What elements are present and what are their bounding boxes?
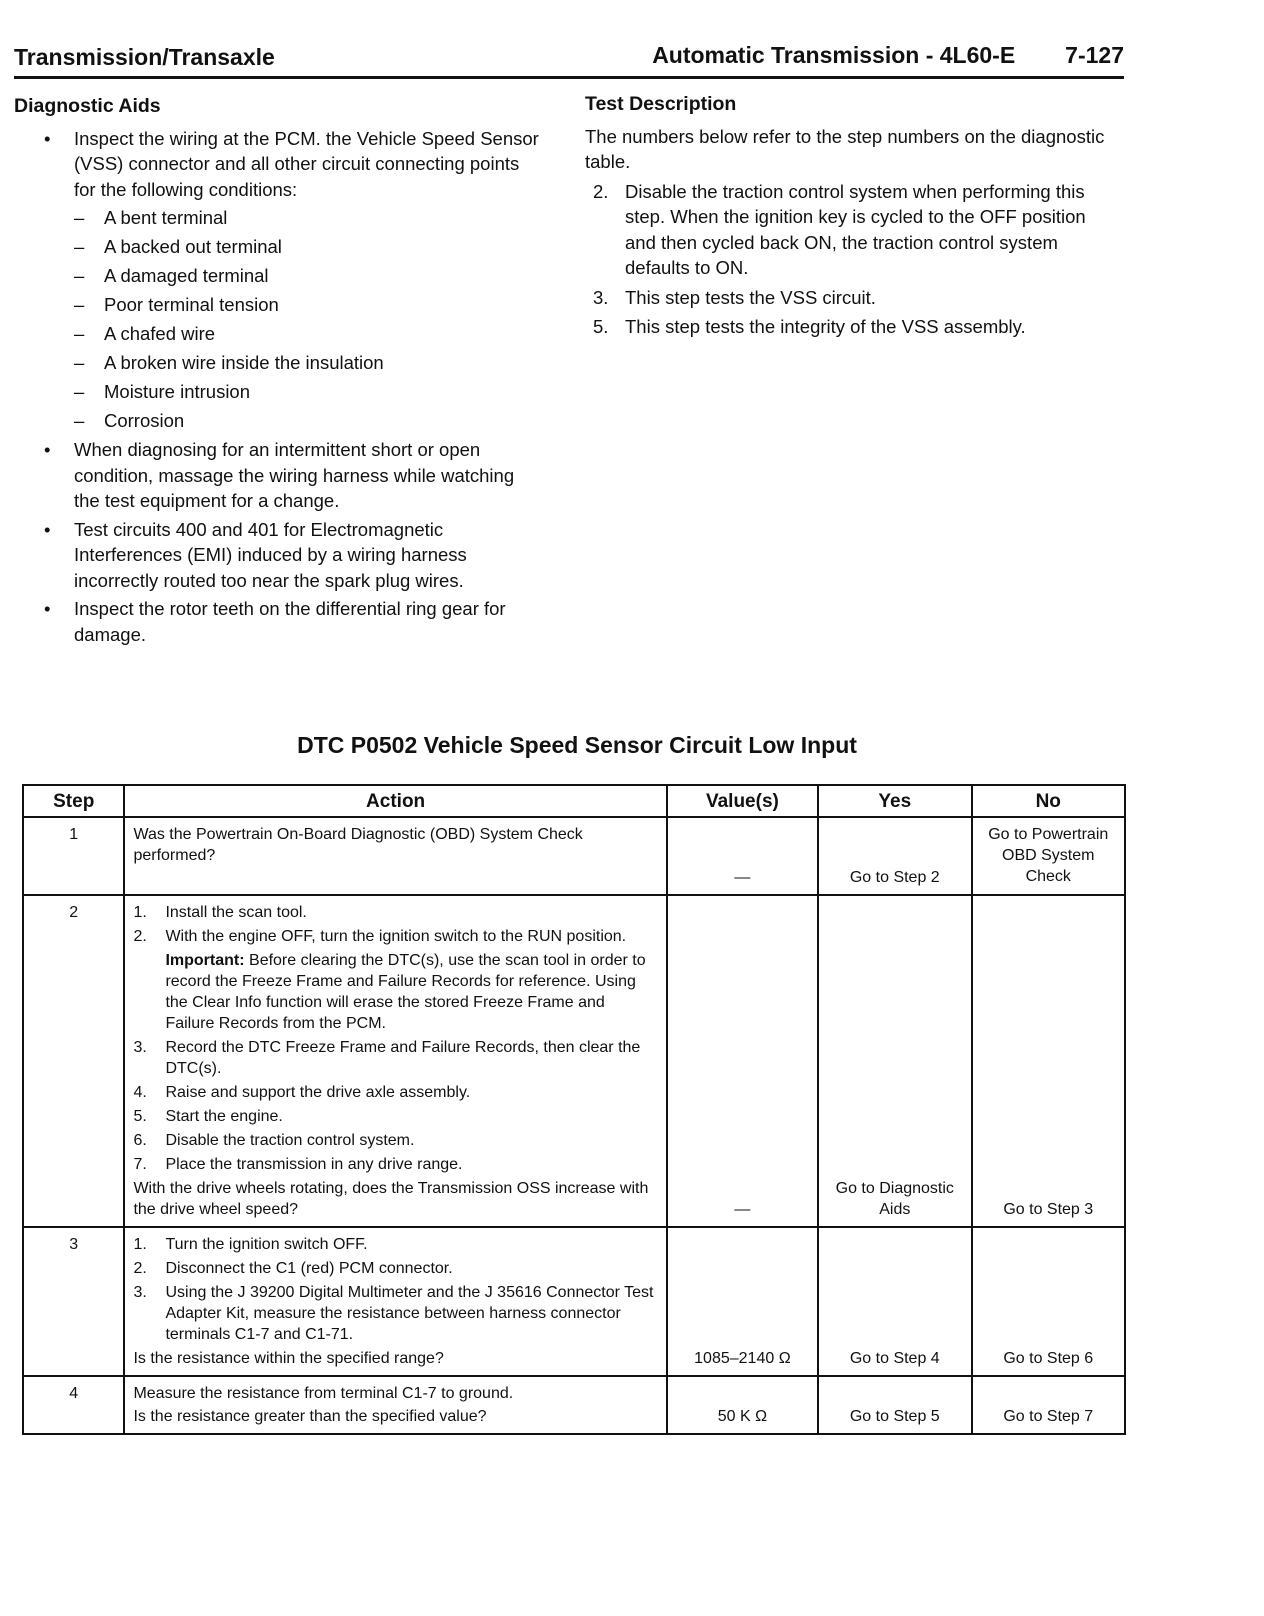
list-item: [74, 350, 544, 376]
list-item: [585, 314, 1105, 340]
step-cell: 1: [23, 817, 124, 895]
header-chapter: [652, 42, 1124, 69]
dash-symbol: –: [74, 323, 85, 344]
test-description-title: Test Description: [585, 93, 737, 115]
question-text: Is the resistance within the specified range?: [133, 1350, 444, 1367]
condition-text: A backed out terminal: [104, 236, 282, 257]
test-description-intro: The numbers below refer to the step numbers on the diagnostic table.: [585, 125, 1105, 172]
bullet-text: Test circuits 400 and 401 for Electromagnetic Interferences (EMI) induced by a wiring harness incorrectly routed too near the spark plug wires.: [74, 518, 467, 591]
step-number: 2.: [593, 180, 609, 202]
list-item: [14, 596, 544, 647]
action-number: 1.: [133, 904, 147, 921]
step-text: This step tests the VSS circuit.: [625, 286, 876, 308]
step-text: Disable the traction control system when performing this step. When the ignition key is cycled to the OFF position and then cycled back ON, the traction control system defaults to ON.: [625, 180, 1086, 278]
action-text: Turn the ignition switch OFF.: [165, 1236, 368, 1253]
list-item: [585, 285, 1105, 311]
list-item: [133, 902, 657, 923]
column-header-no: No: [972, 785, 1126, 817]
important-label: Important:: [165, 952, 245, 969]
diagnostic-aids-list: [14, 126, 544, 648]
condition-text: Corrosion: [104, 410, 185, 431]
yes-cell: Go to Step 5: [818, 1376, 971, 1434]
no-cell: Go to Powertrain OBD System Check: [972, 817, 1126, 895]
action-cell: [124, 1376, 666, 1434]
action-text: Disconnect the C1 (red) PCM connector.: [165, 1260, 453, 1277]
action-number: 3.: [133, 1284, 147, 1301]
action-number: 3.: [133, 1039, 147, 1056]
list-item: [74, 234, 544, 260]
action-text: Disable the traction control system.: [165, 1132, 415, 1149]
list-item: [133, 1258, 657, 1279]
list-item: [74, 379, 544, 405]
condition-text: A chafed wire: [104, 323, 216, 344]
test-description-steps: [585, 179, 1105, 340]
list-item: [133, 1154, 657, 1175]
list-item: [133, 1234, 657, 1255]
bullet-symbol: •: [44, 127, 51, 149]
action-text: Place the transmission in any drive range.: [165, 1156, 463, 1173]
step-number: 3.: [593, 286, 609, 308]
no-cell: Go to Step 3: [972, 895, 1126, 1227]
step-cell: 4: [23, 1376, 124, 1434]
value-cell: 50 K Ω: [667, 1376, 818, 1434]
action-cell: [124, 895, 666, 1227]
table-row: [23, 895, 1125, 1227]
value-cell: —: [667, 895, 818, 1227]
header-section-title: Transmission/Transaxle: [14, 44, 275, 70]
action-text: Install the scan tool.: [165, 904, 307, 921]
action-number: 5.: [133, 1108, 147, 1125]
list-item: [14, 517, 544, 594]
action-number: 7.: [133, 1156, 147, 1173]
table-header-row: [23, 785, 1125, 817]
dash-symbol: –: [74, 410, 85, 431]
bullet-symbol: •: [44, 518, 51, 540]
action-cell: [124, 817, 666, 895]
action-steps: [133, 1234, 657, 1345]
condition-text: Moisture intrusion: [104, 381, 251, 402]
condition-text: Poor terminal tension: [104, 294, 279, 315]
yes-cell: Go to Step 2: [818, 817, 971, 895]
action-text: Measure the resistance from terminal C1-7 to ground.: [133, 1385, 514, 1402]
no-cell: Go to Step 6: [972, 1227, 1126, 1376]
page-number: 7-127: [1065, 42, 1124, 68]
question-text: With the drive wheels rotating, does the Transmission OSS increase with the drive wheel speed?: [133, 1180, 649, 1218]
action-steps: [133, 902, 657, 947]
column-header-values: Value(s): [667, 785, 818, 817]
list-item: [74, 321, 544, 347]
bullet-text: Inspect the rotor teeth on the differential ring gear for damage.: [74, 598, 506, 645]
action-number: 2.: [133, 928, 147, 945]
step-number: 5.: [593, 316, 609, 337]
action-text: With the engine OFF, turn the ignition switch to the RUN position.: [165, 928, 627, 945]
table-row: [23, 1227, 1125, 1376]
list-item: [133, 1037, 657, 1079]
action-text: Using the J 39200 Digital Multimeter and the J 35616 Connector Test Adapter Kit, measure the resistance between harness connector terminals C1-7 and C1-71.: [165, 1284, 654, 1343]
list-item: [74, 205, 544, 231]
table-row: [23, 817, 1125, 895]
yes-cell: Go to Step 4: [818, 1227, 971, 1376]
list-item: [133, 1282, 657, 1345]
dtc-table-title: DTC P0502 Vehicle Speed Sensor Circuit Low Input: [297, 732, 857, 758]
action-text: Record the DTC Freeze Frame and Failure Records, then clear the DTC(s).: [165, 1039, 641, 1077]
list-item: [74, 263, 544, 289]
dash-symbol: –: [74, 236, 85, 257]
action-number: 4.: [133, 1084, 147, 1101]
conditions-list: [74, 205, 544, 434]
step-text: This step tests the integrity of the VSS assembly.: [625, 316, 1026, 337]
condition-text: A broken wire inside the insulation: [104, 352, 384, 373]
step-cell: 2: [23, 895, 124, 1227]
list-item: [74, 292, 544, 318]
yes-cell: Go to Diagnostic Aids: [818, 895, 971, 1227]
action-text: Raise and support the drive axle assembly.: [165, 1084, 471, 1101]
column-header-step: Step: [23, 785, 124, 817]
diagnostic-aids-section: [14, 94, 544, 650]
action-text: Start the engine.: [165, 1108, 283, 1125]
bullet-symbol: •: [44, 598, 51, 619]
dash-symbol: –: [74, 207, 85, 228]
test-description-section: [585, 92, 1105, 344]
diagnostic-aids-title: Diagnostic Aids: [14, 95, 161, 117]
list-item: [14, 126, 544, 434]
no-cell: Go to Step 7: [972, 1376, 1126, 1434]
dash-symbol: –: [74, 294, 85, 315]
header-chapter-title: Automatic Transmission - 4L60-E: [652, 42, 1016, 68]
list-item: [133, 1130, 657, 1151]
value-cell: 1085–2140 Ω: [667, 1227, 818, 1376]
question-text: Was the Powertrain On-Board Diagnostic (OBD) System Check performed?: [133, 826, 583, 864]
dash-symbol: –: [74, 381, 85, 402]
dash-symbol: –: [74, 352, 85, 373]
action-number: 2.: [133, 1260, 147, 1277]
condition-text: A damaged terminal: [104, 265, 269, 286]
bullet-symbol: •: [44, 439, 51, 460]
condition-text: A bent terminal: [104, 207, 228, 228]
list-item: [133, 1082, 657, 1103]
action-number: 6.: [133, 1132, 147, 1149]
list-item: [133, 1106, 657, 1127]
list-item: [74, 408, 544, 434]
page-header: [14, 40, 1124, 79]
action-cell: [124, 1227, 666, 1376]
action-steps: [133, 1037, 657, 1175]
table-row: [23, 1376, 1125, 1434]
question-text: Is the resistance greater than the specified value?: [133, 1408, 487, 1425]
column-header-action: Action: [124, 785, 666, 817]
important-note: [133, 950, 657, 1034]
bullet-text: When diagnosing for an intermittent short or open condition, massage the wiring harness while watching the test equipment for a change.: [74, 439, 515, 511]
action-number: 1.: [133, 1236, 147, 1253]
list-item: [585, 179, 1105, 281]
step-cell: 3: [23, 1227, 124, 1376]
value-cell: —: [667, 817, 818, 895]
list-item: [133, 926, 657, 947]
list-item: [14, 437, 544, 514]
dash-symbol: –: [74, 265, 85, 286]
bullet-text: Inspect the wiring at the PCM. the Vehicle Speed Sensor (VSS) connector and all other circuit connecting points for the following conditions:: [74, 127, 539, 200]
diagnostic-table: [22, 784, 1126, 1435]
important-text: Before clearing the DTC(s), use the scan tool in order to record the Freeze Frame and Failure Records for reference. Using the Clear Info function will erase the stored Freeze Frame and Failure Records from the PCM.: [165, 952, 646, 1032]
column-header-yes: Yes: [818, 785, 971, 817]
